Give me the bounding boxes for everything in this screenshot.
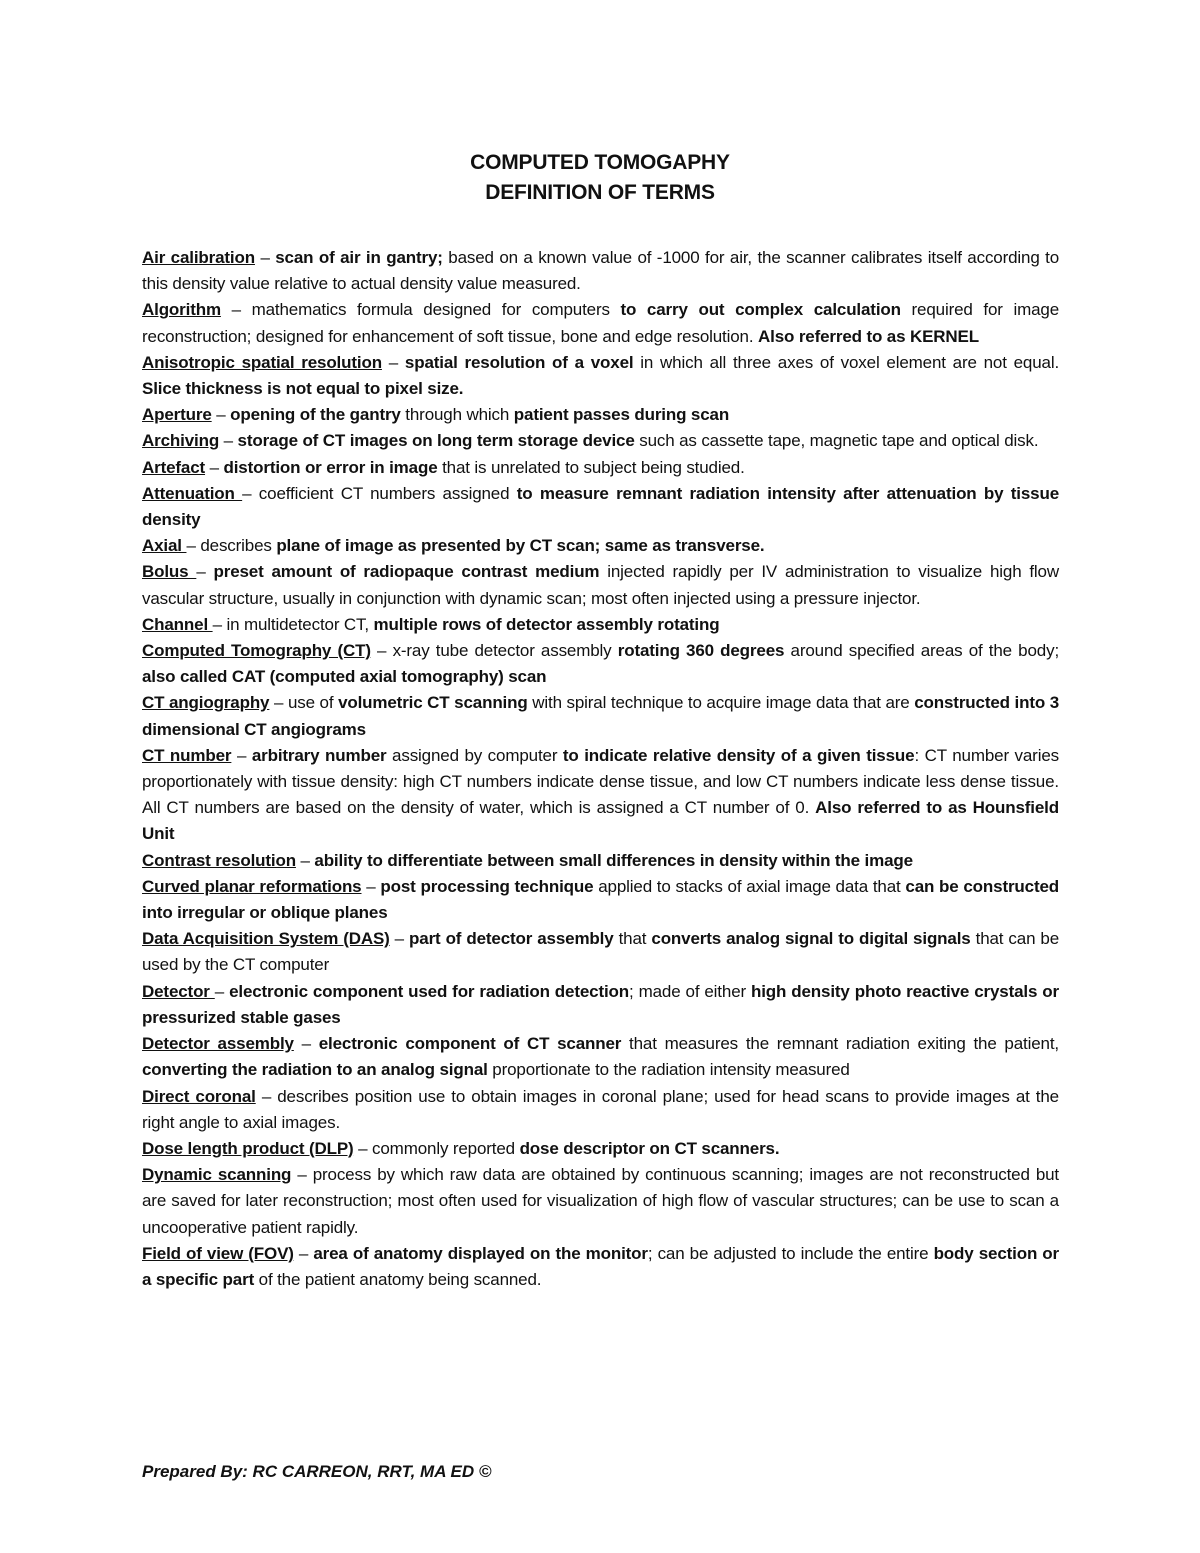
definition-text: proportionate to the radiation intensity measured: [487, 1060, 850, 1080]
definition-text: required for image reconstruction; designed for enhancement of soft tissue, bone and edge resolution.: [142, 300, 1059, 346]
definition-text: that is unrelated to subject being studied.: [437, 457, 745, 477]
definition-emphasis: ability to differentiate between small differences in density within the image: [314, 850, 913, 870]
term-name: Computed Tomography (CT): [142, 641, 371, 661]
definition-text: such as cassette tape, magnetic tape and optical disk.: [634, 431, 1039, 451]
definition-text: – mathematics formula designed for computers: [220, 300, 621, 320]
definition-text: –: [295, 850, 315, 870]
definition-emphasis: distortion or error in image: [223, 457, 438, 477]
definition-text: –: [211, 405, 231, 425]
definition-text: –: [361, 876, 381, 896]
document-title: [0, 148, 1200, 208]
definition-text: –: [381, 352, 405, 372]
term-name: Axial: [142, 536, 187, 556]
definition-emphasis: dose descriptor on CT scanners.: [519, 1138, 780, 1158]
definition-emphasis: to indicate relative density of a given tissue: [562, 745, 915, 765]
definition-text: – describes position use to obtain images in coronal plane; used for head scans to provide images at the right angle to axial images.: [142, 1086, 1059, 1132]
definition-entry: [142, 874, 1059, 926]
definition-text: that can be used by the CT computer: [142, 929, 1060, 975]
definition-text: – x-ray tube detector assembly: [370, 641, 618, 661]
term-name: Dynamic scanning: [142, 1165, 292, 1185]
definition-text: – describes: [186, 536, 277, 556]
definition-entry: [142, 979, 1059, 1031]
definition-entry: [142, 638, 1059, 690]
term-name: Dose length product (DLP): [142, 1138, 354, 1158]
term-name: Anisotropic spatial resolution: [142, 352, 382, 372]
definition-entry: [142, 1031, 1059, 1083]
term-name: Field of view (FOV): [142, 1243, 294, 1263]
definition-emphasis: can be constructed into irregular or oblique planes: [142, 876, 1060, 923]
definition-emphasis: high density photo reactive crystals or pressurized stable gases: [142, 981, 1059, 1027]
definition-text: –: [205, 457, 224, 477]
definition-entry: [142, 612, 1059, 638]
definition-text: assigned by computer: [386, 745, 563, 765]
definition-text: injected rapidly per IV administration to visualize high flow vascular structure, usually in conjunction with dynamic scan; most often injected using a pressure injector.: [142, 562, 1059, 608]
definition-emphasis: Also referred to as Hounsfield Unit: [142, 798, 1059, 844]
definition-entry: [142, 1136, 1059, 1162]
term-name: Data Acquisition System (DAS): [142, 929, 390, 949]
definition-list: [142, 245, 1059, 1293]
term-name: Archiving: [142, 431, 220, 451]
definition-text: : CT number varies proportionately with tissue density: high CT numbers indicate dense tissue, and low CT numbers indicate less dense tissue. All CT numbers are based on the density of water, which is assigned a CT number of 0.: [142, 745, 1059, 818]
definition-text: that: [613, 929, 652, 949]
title-line-2: DEFINITION OF TERMS: [485, 181, 715, 204]
definition-emphasis: body section or a specific part: [142, 1243, 1059, 1289]
definition-text: – use of: [269, 693, 339, 713]
definition-text: –: [231, 745, 252, 765]
definition-emphasis: opening of the gantry: [230, 405, 401, 425]
definition-entry: [142, 559, 1059, 611]
definition-emphasis: Also referred to as KERNEL: [758, 326, 979, 346]
term-name: Attenuation: [142, 483, 243, 503]
term-name: Bolus: [142, 562, 197, 582]
term-name: Contrast resolution: [142, 850, 296, 870]
definition-entry: [142, 455, 1059, 481]
definition-text: –: [293, 1243, 314, 1263]
definition-text: – process by which raw data are obtained by continuous scanning; images are not reconstructed but are saved for later reconstruction; most often used for visualization of high flow of vascular structures; can be use to scan a uncooperative patient rapidly.: [142, 1165, 1060, 1237]
title-line-1: COMPUTED TOMOGAPHY: [470, 151, 730, 174]
definition-text: ; can be adjusted to include the entire: [647, 1243, 934, 1263]
definition-emphasis: scan of air in gantry;: [275, 248, 443, 267]
definition-emphasis: to carry out complex calculation: [620, 300, 901, 320]
definition-emphasis: volumetric CT scanning: [338, 693, 528, 713]
term-name: CT number: [142, 745, 232, 765]
definition-entry: [142, 297, 1059, 349]
term-name: Air calibration: [142, 248, 255, 267]
definition-emphasis: arbitrary number: [251, 745, 387, 765]
definition-text: –: [196, 562, 214, 582]
definition-text: with spiral technique to acquire image data that are: [527, 693, 915, 713]
definition-emphasis: also called CAT (computed axial tomography) scan: [142, 667, 547, 687]
definition-emphasis: converting the radiation to an analog signal: [142, 1060, 488, 1080]
definition-entry: [142, 350, 1059, 402]
term-name: Detector assembly: [142, 1034, 294, 1054]
definition-emphasis: constructed into 3 dimensional CT angiograms: [142, 693, 1060, 739]
definition-emphasis: post processing technique: [380, 876, 594, 896]
definition-text: – coefficient CT numbers assigned: [242, 483, 517, 503]
definition-entry: [142, 848, 1059, 874]
term-name: Aperture: [142, 405, 212, 425]
definition-text: –: [214, 981, 230, 1001]
definition-entry: [142, 481, 1059, 533]
definition-emphasis: electronic component used for radiation detection: [229, 981, 630, 1001]
definition-emphasis: patient passes during scan: [513, 405, 730, 425]
definition-text: through which: [400, 405, 514, 425]
footer-credit: Prepared By: RC CARREON, RRT, MA ED ©: [142, 1462, 492, 1481]
definition-entry: [142, 533, 1059, 559]
definition-entry: [142, 1162, 1059, 1241]
definition-entry: [142, 1241, 1059, 1293]
definition-emphasis: rotating 360 degrees: [617, 641, 785, 661]
definition-entry: [142, 402, 1059, 428]
term-name: Detector: [142, 981, 215, 1001]
definition-text: –: [293, 1034, 319, 1054]
definition-entry: [142, 1084, 1059, 1136]
definition-text: applied to stacks of axial image data that: [593, 876, 906, 896]
definition-emphasis: part of detector assembly: [409, 929, 614, 949]
definition-text: that measures the remnant radiation exiting the patient,: [621, 1034, 1059, 1054]
definition-text: in which all three axes of voxel element are not equal.: [633, 352, 1060, 372]
term-name: CT angiography: [142, 693, 270, 713]
definition-text: ; made of either: [629, 981, 751, 1001]
term-name: Channel: [142, 614, 213, 634]
definition-emphasis: Slice thickness is not equal to pixel size.: [142, 379, 464, 399]
term-name: Direct coronal: [142, 1086, 256, 1106]
definition-emphasis: preset amount of radiopaque contrast medium: [213, 562, 600, 582]
definition-emphasis: spatial resolution of a voxel: [404, 352, 634, 372]
definition-emphasis: converts analog signal to digital signals: [651, 929, 971, 949]
definition-entry: [142, 428, 1059, 454]
definition-text: –: [254, 248, 276, 267]
definition-emphasis: plane of image as presented by CT scan; same as transverse.: [276, 536, 765, 556]
definition-emphasis: electronic component of CT scanner: [318, 1034, 622, 1054]
definition-text: –: [219, 431, 238, 451]
definition-text: around specified areas of the body;: [784, 641, 1060, 661]
definition-emphasis: to measure remnant radiation intensity after attenuation by tissue density: [142, 483, 1060, 530]
definition-emphasis: storage of CT images on long term storage device: [237, 431, 635, 451]
definition-entry: [142, 690, 1059, 742]
term-name: Artefact: [142, 457, 206, 477]
term-name: Algorithm: [142, 300, 221, 320]
definition-entry: [142, 926, 1059, 978]
definition-text: based on a known value of -1000 for air, the scanner calibrates itself according to this density value relative to actual density value measured.: [142, 248, 1060, 294]
term-name: Curved planar reformations: [142, 876, 362, 896]
definition-emphasis: multiple rows of detector assembly rotating: [373, 614, 720, 634]
definition-text: –: [389, 929, 410, 949]
definition-entry: [142, 245, 1059, 297]
definition-text: – commonly reported: [353, 1138, 520, 1158]
definition-text: of the patient anatomy being scanned.: [254, 1269, 542, 1289]
definition-entry: [142, 743, 1059, 848]
definition-text: – in multidetector CT,: [212, 614, 374, 634]
definition-emphasis: area of anatomy displayed on the monitor: [313, 1243, 648, 1263]
